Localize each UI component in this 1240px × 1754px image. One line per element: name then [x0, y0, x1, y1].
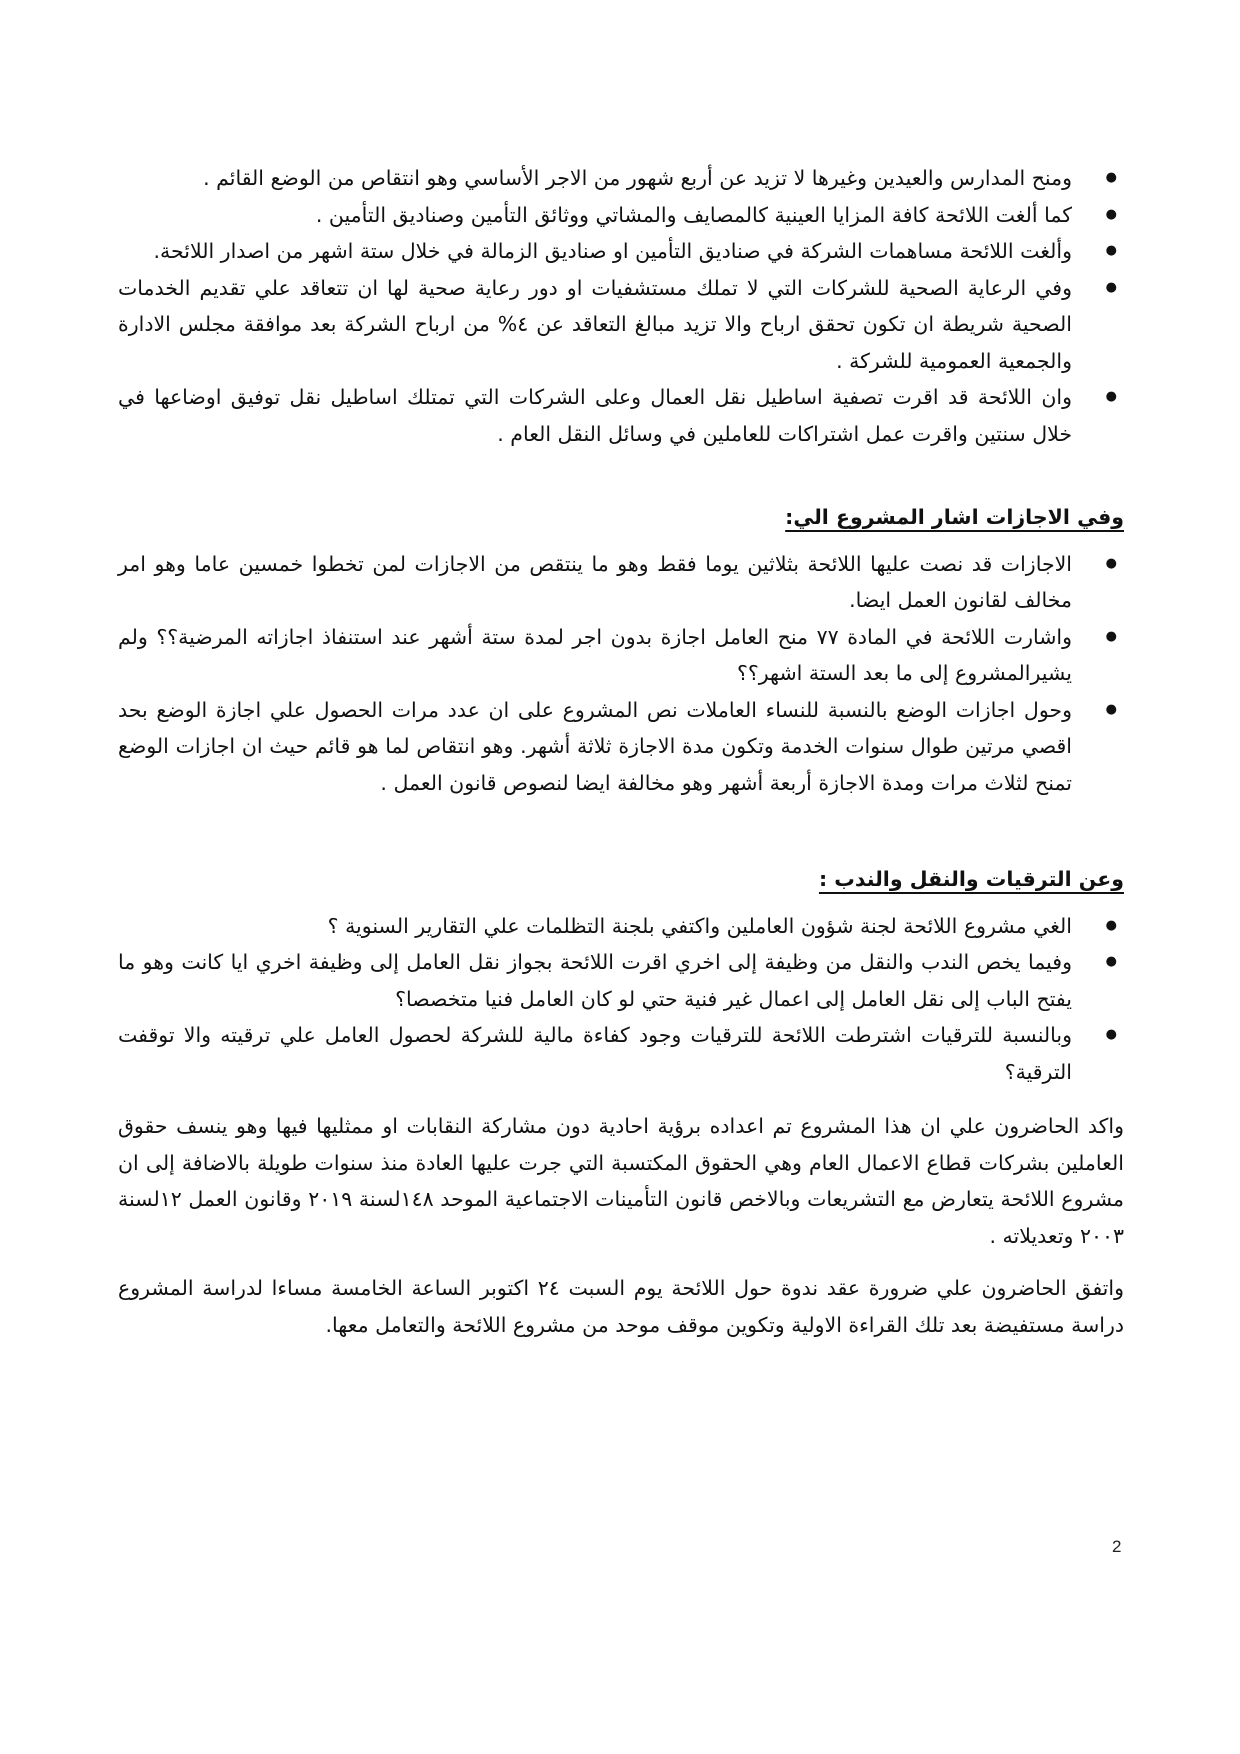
closing-paragraph: واتفق الحاضرون علي ضرورة عقد ندوة حول اللائحة يوم السبت ٢٤ اكتوبر الساعة الخامسة مساءا لدراسة المشروع دراسة مستفيضة بعد تلك القراءة الاولية وتكوين موقف موحد من مشروع اللائحة والتعامل معها.: [118, 1276, 1124, 1337]
vacations-heading: وفي الاجازات اشار المشروع الي:: [785, 505, 1124, 529]
intro-bullet-list: [118, 160, 1124, 452]
list-item: ● الغي مشروع اللائحة لجنة شؤون العاملين واكتفي بلجنة التظلمات علي التقارير السنوية ؟: [118, 908, 1124, 945]
promotions-heading: وعن الترقيات والنقل والندب :: [818, 867, 1124, 891]
list-item: ● وفيما يخص الندب والنقل من وظيفة إلى اخري اقرت اللائحة بجواز نقل العامل إلى وظيفة اخري ايا كانت وهو ما يفتح الباب إلى نقل العامل إلى اعمال غير فنية حتي لو كان العامل فنيا متخصصا؟: [118, 944, 1124, 1017]
list-item: ● وحول اجازات الوضع بالنسبة للنساء العاملات نص المشروع على ان عدد مرات الحصول علي اجازة الوضع بحد اقصي مرتين طوال سنوات الخدمة وتكون مدة الاجازة ثلاثة أشهر. وهو انتقاص لما هو قائم حيث ان اجازات الوضع تمنح لثلاث مرات ومدة الاجازة أربعة أشهر وهو مخالفة ايضا لنصوص قانون العمل .: [118, 692, 1124, 802]
list-item: ● وان اللائحة قد اقرت تصفية اساطيل نقل العمال وعلى الشركات التي تمتلك اساطيل نقل توفيق اوضاعها في خلال سنتين واقرت عمل اشتراكات للعاملين في وسائل النقل العام .: [118, 379, 1124, 452]
list-item: ● وألغت اللائحة مساهمات الشركة في صناديق التأمين او صناديق الزمالة في خلال ستة اشهر من اصدار اللائحة.: [118, 233, 1124, 270]
list-item: ● ومنح المدارس والعيدين وغيرها لا تزيد عن أربع شهور من الاجر الأساسي وهو انتقاص من الوضع القائم .: [118, 160, 1124, 197]
list-item: ● الاجازات قد نصت عليها اللائحة بثلاثين يوما فقط وهو ما ينتقص من الاجازات لمن تخطوا خمسين عاما وهو امر مخالف لقانون العمل ايضا.: [118, 546, 1124, 619]
list-item: ● واشارت اللائحة في المادة ٧٧ منح العامل اجازة بدون اجر لمدة ستة أشهر عند استنفاذ اجازاته المرضية؟؟ ولم يشيرالمشروع إلى ما بعد الستة اشهر؟؟: [118, 619, 1124, 692]
list-item: ● كما ألغت اللائحة كافة المزايا العينية كالمصايف والمشاتي ووثائق التأمين وصناديق التأمين .: [118, 197, 1124, 234]
closing-paragraph: واكد الحاضرون علي ان هذا المشروع تم اعداده برؤية احادية دون مشاركة النقابات او ممثليها فيها وهو ينسف حقوق العاملين بشركات قطاع الاعمال العام وهي الحقوق المكتسبة التي جرت عليها العادة منذ سنوات طويلة بالاضافة إلى ان مشروع اللائحة يتعارض مع التشريعات وبالاخص قانون التأمينات الاجتماعية الموحد ١٤٨لسنة ٢٠١٩ وقانون العمل ١٢لسنة ٢٠٠٣ وتعديلاته .: [118, 1114, 1124, 1248]
promotions-bullet-list: [118, 908, 1124, 1091]
document-body: [118, 160, 1124, 1343]
list-item: ● وبالنسبة للترقيات اشترطت اللائحة للترقيات وجود كفاءة مالية للشركة لحصول العامل علي ترقيته والا توقفت الترقية؟: [118, 1017, 1124, 1090]
vacations-bullet-list: [118, 546, 1124, 802]
list-item: ● وفي الرعاية الصحية للشركات التي لا تملك مستشفيات او دور رعاية صحية لها ان تتعاقد علي تقديم الخدمات الصحية شريطة ان تكون تحقق ارباح والا تزيد مبالغ التعاقد عن ٤% من ارباح الشركة بعد موافقة مجلس الادارة والجمعية العمومية للشركة .: [118, 270, 1124, 380]
page-number: 2: [1112, 1537, 1122, 1556]
